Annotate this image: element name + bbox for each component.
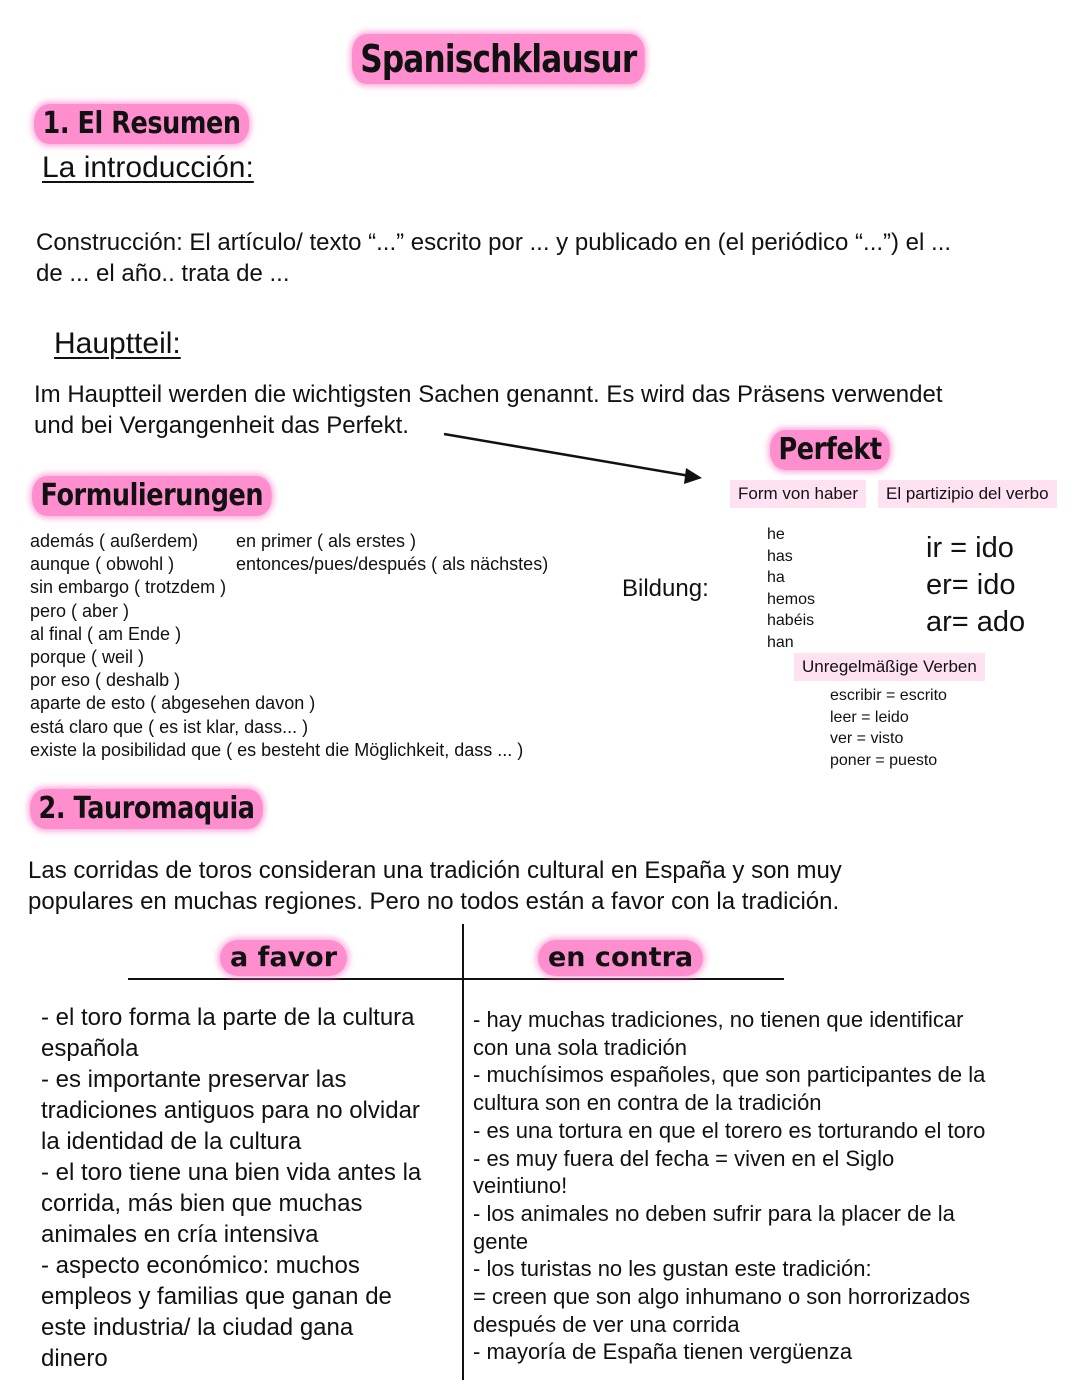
ending: ir = ido [926,532,1014,564]
section-heading-resumen: 1. El Resumen [34,104,249,144]
contra-line: - hay muchas tradiciones, no tienen que identificar [473,1007,964,1032]
haber-forms [767,524,815,653]
main-line: und bei Vergangenheit das Perfekt. [34,412,409,439]
contra-line: cultura son en contra de la tradición [473,1090,822,1116]
contra-line: - los turistas no les gustan este tradición: [473,1256,872,1282]
contra-line: - es muy fuera del fecha = viven en el Siglo [473,1145,895,1171]
favor-line: la identidad de la cultura [41,1128,302,1155]
favor-heading: a favor [220,940,347,976]
section-heading-tauromaquia: 2. Tauromaquia [30,789,263,829]
label-irregular: Unregelmäßige Verben [794,653,985,681]
haber-form: han [767,633,794,651]
ending: ar= ado [926,606,1026,638]
contra-line: - los animales no deben sufrir para la placer de la [473,1200,955,1226]
list-item: por eso ( deshalb ) [30,670,181,691]
formulierungen-heading: Formulierungen [32,476,272,516]
favor-line: - el toro tiene una bien vida antes la [41,1159,422,1186]
favor-line: corrida, más bien que muchas [41,1190,363,1217]
label-participio: El partizipio del verbo [878,480,1057,508]
t-chart-horizontal-line [128,978,784,980]
list-item: porque ( weil ) [30,647,145,668]
contra-line: = creen que son algo inhumano o son horrorizados [473,1284,971,1310]
haber-form: hemos [767,590,816,608]
favor-line: - es importante preservar las [41,1066,347,1093]
irregular-verb: poner = puesto [830,751,938,769]
favor-list [41,1002,421,1374]
arrow-line [444,434,690,476]
list-item: al final ( am Ende ) [30,623,182,644]
list-item: en primer ( als erstes ) [236,531,417,551]
page-title: Spanischklausur [352,34,645,84]
contra-line: - es una tortura en que el torero es torturando el toro [473,1117,986,1143]
list-item: aunque ( obwohl ) [30,554,175,575]
favor-line: - el toro forma la parte de la cultura [41,1004,415,1031]
irregular-verb: ver = visto [830,730,904,747]
intro-line: populares en muchas regiones. Pero no todos están a favor con la tradición. [28,888,840,915]
contra-line: gente [473,1228,529,1254]
haber-form: habéis [767,612,815,629]
list-item: entonces/pues/después ( als nächstes) [236,554,549,575]
haber-form: has [767,547,793,565]
t-chart-vertical-line [462,924,464,1380]
construction-line: de ... el año.. trata de ... [36,260,290,287]
favor-line: - aspecto económico: muchos [41,1252,360,1279]
label-form-haber: Form von haber [730,480,866,508]
construction-line: Construcción: El artículo/ texto “...” escrito por ... y publicado en (el periódico “...”) el ... [36,229,952,256]
haber-form: ha [767,569,785,586]
contra-line: - mayoría de España tienen vergüenza [473,1339,853,1365]
bildung-label: Bildung: [622,575,709,602]
list-item: existe la posibilidad que ( es besteht die Möglichkeit, dass ... ) [30,739,524,760]
favor-line: animales en cría intensiva [41,1221,319,1248]
list-item: está claro que ( es ist klar, dass... ) [30,716,309,737]
contra-list [473,1006,985,1366]
contra-line: - muchísimos españoles, que son participantes de la [473,1062,986,1088]
intro-line: Las corridas de toros consideran una tradición cultural en España y son muy [28,857,842,884]
ending: er= ido [926,569,1016,601]
contra-line: con una sola tradición [473,1034,688,1060]
favor-line: dinero [41,1345,108,1372]
list-item: pero ( aber ) [30,600,130,621]
contra-line: después de ver una corrida [473,1311,740,1337]
contra-heading: en contra [538,940,703,976]
tauromaquia-intro [28,855,842,917]
participio-endings [926,530,1025,641]
main-heading: Hauptteil: [54,327,181,360]
favor-line: empleos y familias que ganan de [41,1283,392,1310]
favor-line: española [41,1035,139,1062]
contra-line: veintiuno! [473,1173,568,1199]
list-item: además ( außerdem) [30,531,199,551]
formulierungen-list-2 [236,530,548,576]
perfekt-heading: Perfekt [770,430,890,470]
list-item: sin embargo ( trotzdem ) [30,577,227,598]
main-line: Im Hauptteil werden die wichtigsten Sachen genannt. Es wird das Präsens verwendet [34,381,943,408]
irregular-verb: leer = leido [830,708,909,726]
haber-form: he [767,526,785,543]
favor-line: este industria/ la ciudad gana [41,1314,354,1341]
irregular-verbs [830,685,947,771]
irregular-verb: escribir = escrito [830,687,947,704]
intro-heading: La introducción: [42,151,254,184]
list-item: aparte de esto ( abgesehen davon ) [30,693,316,714]
arrow-head-icon [684,468,702,484]
favor-line: tradiciones antiguos para no olvidar [41,1097,420,1124]
